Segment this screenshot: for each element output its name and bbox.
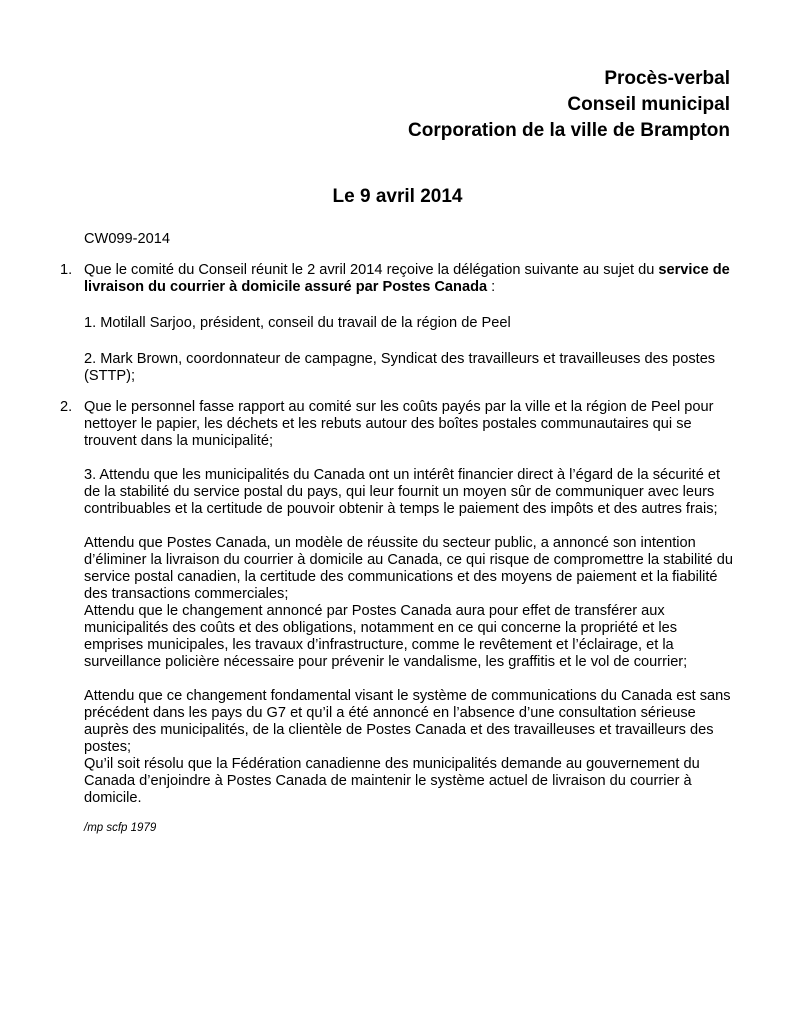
header-organization: Corporation de la ville de Brampton — [408, 120, 730, 141]
header-title: Procès-verbal — [604, 68, 730, 89]
resolution-item-2 — [60, 399, 740, 807]
resolution-paragraph: Qu’il soit résolu que la Fédération canadienne des municipalités demande au gouvernement du Canada d’enjoindre à Postes Canada de maintenir le système actuel de livraison du courrier à domicile. — [84, 756, 700, 806]
reference-number: CW099-2014 — [84, 231, 170, 247]
header-subtitle: Conseil municipal — [567, 94, 730, 115]
whereas-paragraph-4: Attendu que ce changement fondamental visant le système de communications du Canada est sans précédent dans les pays du G7 et qu’il a été annoncé en l’absence d’une consultation sérieuse auprès des municipalités, de la clientèle de Postes Canada et des travailleuses et travailleurs des postes; — [84, 688, 731, 755]
signature-initials: /mp scfp 1979 — [84, 822, 157, 834]
document-header — [408, 66, 730, 144]
delegate-1: 1. Motilall Sarjoo, président, conseil du travail de la région de Peel — [84, 315, 511, 331]
item-text: Que le personnel fasse rapport au comité sur les coûts payés par la ville et la région de Peel pour nettoyer le papier, les déchets et les rebuts autour des boîtes postales communautaires qui se trouvent dans la municipalité; — [84, 399, 714, 449]
resolution-item-1 — [60, 262, 740, 385]
whereas-paragraph-1: 3. Attendu que les municipalités du Canada ont un intérêt financier direct à l’égard de la sécurité et de la stabilité du service postal du pays, qui leur fournit un moyen sûr de communiquer avec leurs contribuables et la certitude de pouvoir obtenir à temps le paiement des impôts et des autres frais; — [84, 467, 721, 517]
whereas-paragraph-2: Attendu que Postes Canada, un modèle de réussite du secteur public, a annoncé son intention d’éliminer la livraison du courrier à domicile au Canada, ce qui risque de compromettre la stabilité du service postal canadien, la certitude des communications et des moyens de paiement et la fiabilité des transactions commerciales; — [84, 535, 733, 602]
whereas-paragraph-3: Attendu que le changement annoncé par Postes Canada aura pour effet de transférer aux municipalités des coûts et des obligations, notamment en ce qui concerne la propriété et les emprises municipales, les travaux d’infrastructure, comme le revêtement et l’éclairage, et la surveillance policière nécessaire pour prévenir le vandalisme, les graffitis et le vol de courrier; — [84, 603, 688, 670]
item-number: 1. — [60, 262, 73, 278]
meeting-date: Le 9 avril 2014 — [332, 186, 463, 207]
item-number: 2. — [60, 399, 73, 415]
intro-emphasis: service de livraison du courrier à domicile assuré par Postes Canada — [84, 262, 730, 295]
delegate-2: 2. Mark Brown, coordonnateur de campagne, Syndicat des travailleurs et travailleuses des postes (STTP); — [84, 351, 716, 384]
item-intro: Que le comité du Conseil réunit le 2 avril 2014 reçoive la délégation suivante au sujet du service de livraison du courrier à domicile assuré par Postes Canada : — [84, 262, 730, 295]
